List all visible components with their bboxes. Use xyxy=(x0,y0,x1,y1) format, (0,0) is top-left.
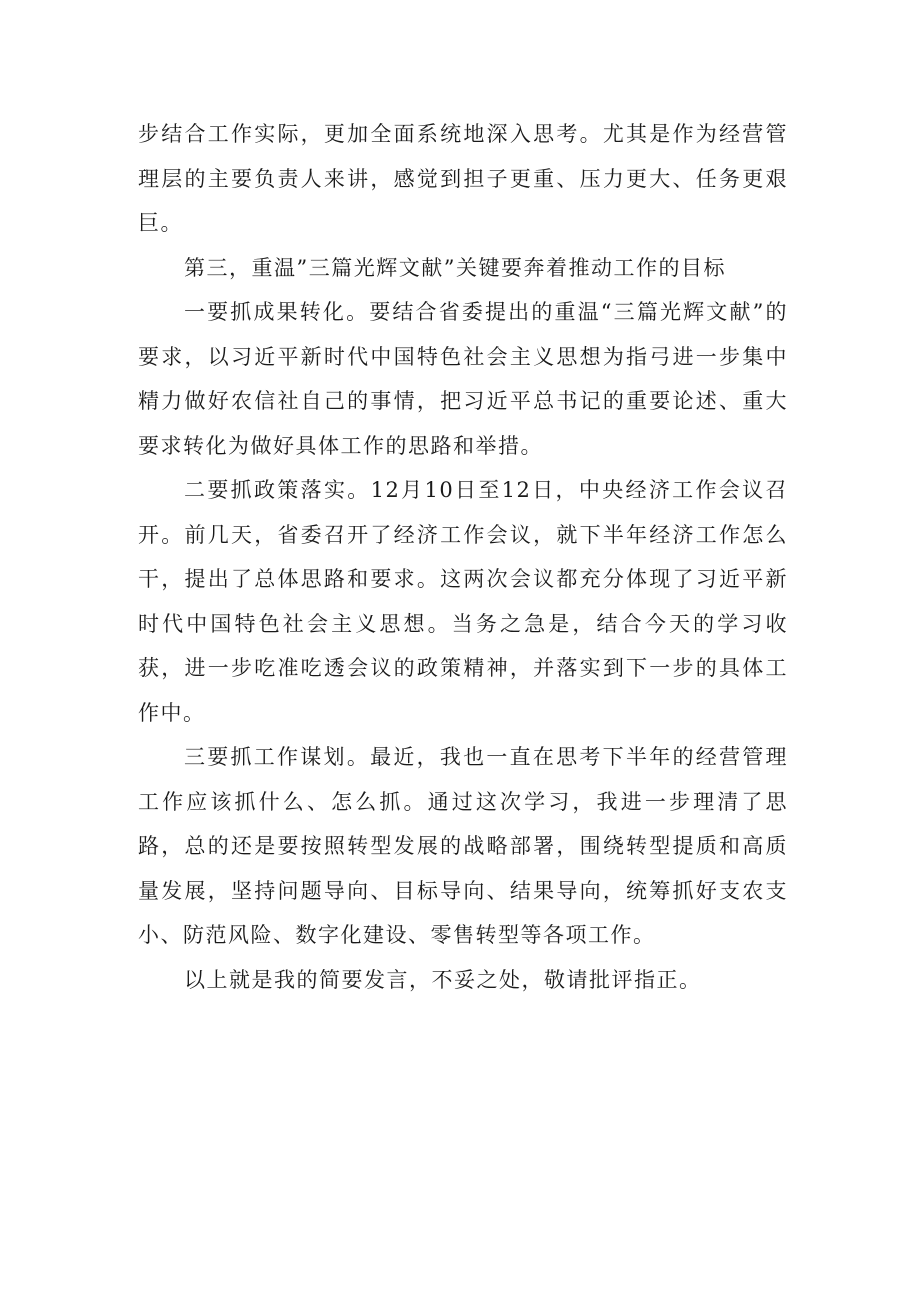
paragraph-results-transformation: 一要抓成果转化。要结合省委提出的重温“三篇光辉文献”的要求，以习近平新时代中国特色社会主义思想为指弓进一步集中精力做好农信社自己的事情，把习近平总书记的重要论述、重大要求转化为做好具体工作的思路和举措。 xyxy=(138,300,788,458)
paragraph-policy-implementation: 二要抓政策落实。12月10日至12日，中央经济工作会议召开。前几天，省委召开了经济工作会议，就下半年经济工作怎么干，提出了总体思路和要求。这两次会议都充分体现了习近平新时代中国特色社会主义思想。当务之急是，结合今天的学习收获，进一步吃准吃透会议的政策精神，并落实到下一步的具体工作中。 xyxy=(138,478,788,725)
document-body xyxy=(138,112,788,1002)
paragraph-closing: 以上就是我的简要发言，不妥之处，敬请批评指正。 xyxy=(184,967,702,992)
section-heading-third: 第三，重温”三篇光辉文献”关键要奔着推动工作的目标 xyxy=(184,255,726,280)
paragraph-work-planning: 三要抓工作谋划。最近，我也一直在思考下半年的经营管理工作应该抓什么、怎么抓。通过这次学习，我进一步理清了思路，总的还是要按照转型发展的战略部署，围绕转型提质和高质量发展，坚持问题导向、目标导向、结果导向，统筹抓好支农支小、防范风险、数字化建设、零售转型等各项工作。 xyxy=(138,745,788,947)
paragraph-continuation: 步结合工作实际，更加全面系统地深入思考。尤其是作为经营管理层的主要负责人来讲，感觉到担子更重、压力更大、任务更艰巨。 xyxy=(138,122,788,235)
